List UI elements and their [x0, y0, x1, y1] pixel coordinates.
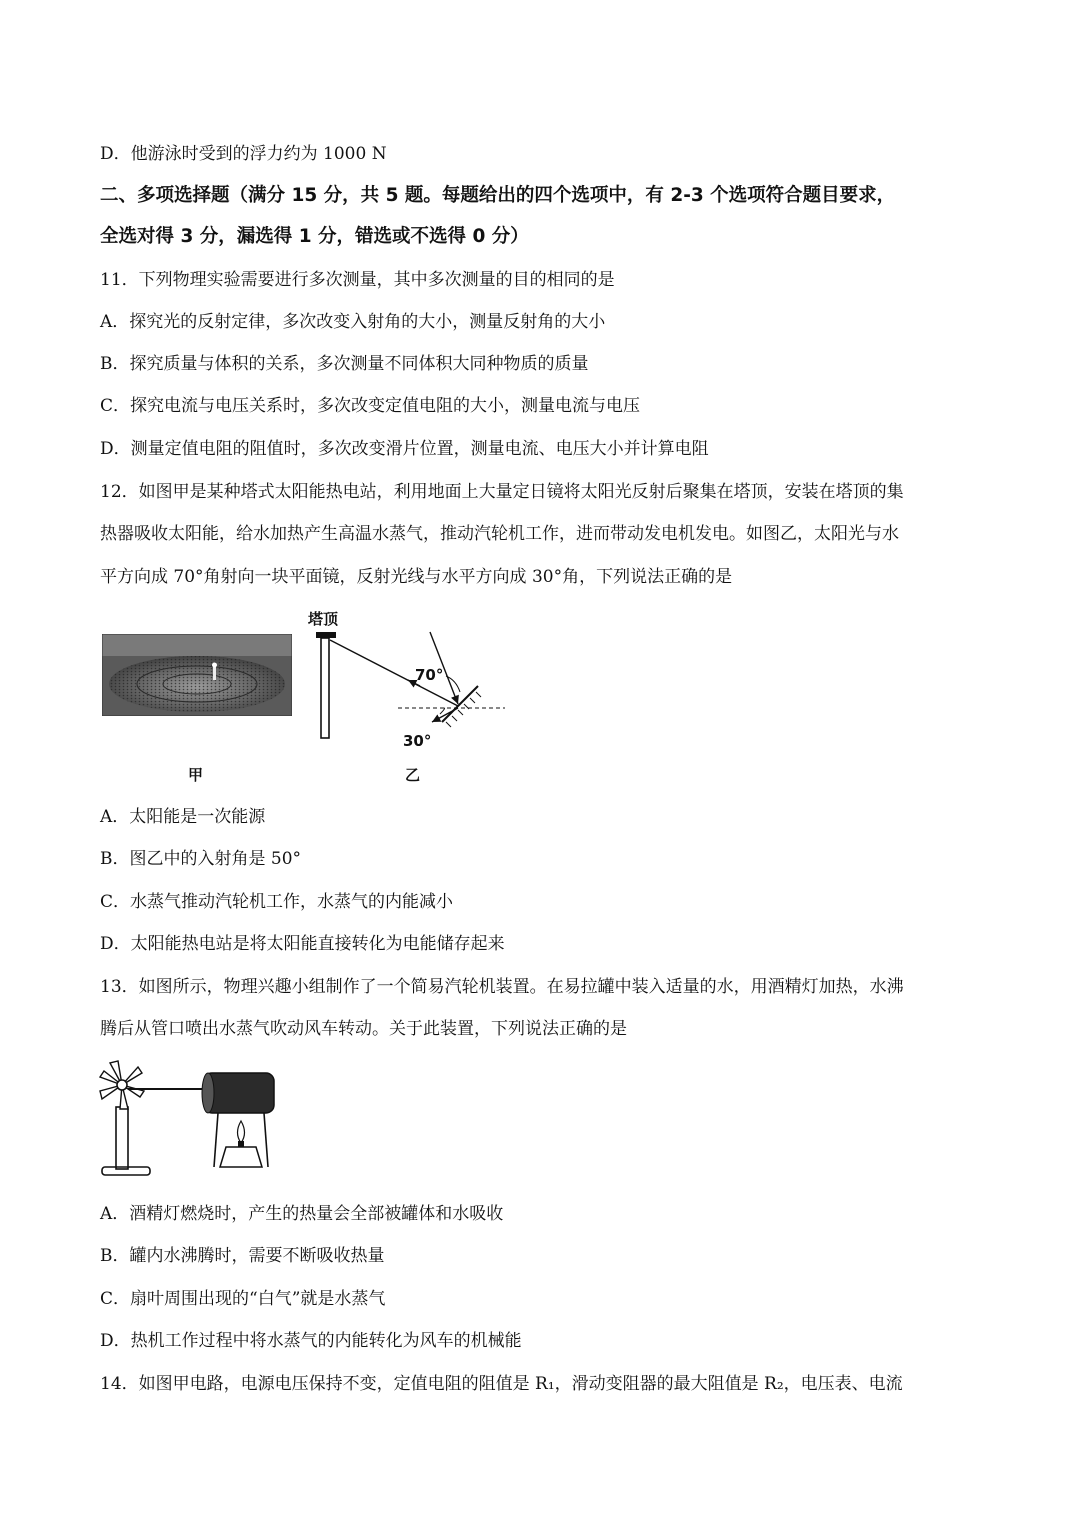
q11-option-a: A．探究光的反射定律，多次改变入射角的大小，测量反射角的大小 — [100, 312, 606, 332]
q12-stem-line2: 热器吸收太阳能，给水加热产生高温水蒸气，推动汽轮机工作，进而带动发电机发电。如图乙，太阳光与水 — [100, 524, 899, 544]
q12-option-b: B．图乙中的入射角是 50° — [100, 849, 302, 869]
q14-stem-line1: 14．如图甲电路，电源电压保持不变，定值电阻的阻值是 R₁，滑动变阻器的最大阻值是 R₂，电压表、电流 — [100, 1374, 903, 1394]
figure-label-jia: 甲 — [188, 766, 204, 784]
q11-option-d: D．测量定值电阻的阻值时，多次改变滑片位置，测量电流、电压大小并计算电阻 — [100, 439, 709, 459]
q12-stem-line3: 平方向成 70°角射向一块平面镜，反射光线与水平方向成 30°角，下列说法正确的是 — [100, 567, 733, 587]
figure-label-yi: 乙 — [405, 766, 421, 784]
q13-stem-line1: 13．如图所示，物理兴趣小组制作了一个简易汽轮机装置。在易拉罐中装入适量的水，用酒精灯加热，水沸 — [100, 977, 904, 997]
solar-field-photo — [102, 634, 292, 716]
q12-figure — [100, 608, 520, 788]
angle-70-label: 70° — [415, 666, 444, 684]
q13-option-c: C．扇叶周围出现的“白气”就是水蒸气 — [100, 1289, 386, 1309]
q13-stem-line2: 腾后从管口喷出水蒸气吹动风车转动。关于此装置，下列说法正确的是 — [100, 1019, 627, 1039]
q12-option-a: A．太阳能是一次能源 — [100, 807, 266, 827]
q12-option-d: D．太阳能热电站是将太阳能直接转化为电能储存起来 — [100, 934, 505, 954]
q11-option-b: B．探究质量与体积的关系，多次测量不同体积大同种物质的质量 — [100, 354, 589, 374]
section2-heading-line1: 二、多项选择题（满分 15 分，共 5 题。每题给出的四个选项中，有 2-3 个选项符合题目要求， — [100, 185, 896, 206]
angle-30-label: 30° — [403, 732, 432, 750]
q13-option-a: A．酒精灯燃烧时，产生的热量会全部被罐体和水吸收 — [100, 1204, 504, 1224]
q11-stem: 11．下列物理实验需要进行多次测量，其中多次测量的目的相同的是 — [100, 270, 615, 290]
q13-option-b: B．罐内水沸腾时，需要不断吸收热量 — [100, 1246, 385, 1266]
q13-option-d: D．热机工作过程中将水蒸气的内能转化为风车的机械能 — [100, 1331, 522, 1351]
steam-turbine-figure — [98, 1055, 288, 1185]
tower-top-label: 塔顶 — [308, 610, 339, 628]
q12-stem-line1: 12．如图甲是某种塔式太阳能热电站，利用地面上大量定日镜将太阳光反射后聚集在塔顶，安装在塔顶的集 — [100, 482, 904, 502]
q11-option-c: C．探究电流与电压关系时，多次改变定值电阻的大小，测量电流与电压 — [100, 396, 641, 416]
q12-option-c: C．水蒸气推动汽轮机工作，水蒸气的内能减小 — [100, 892, 454, 912]
q10-option-d: D．他游泳时受到的浮力约为 1000 N — [100, 144, 387, 164]
section2-heading-line2: 全选对得 3 分，漏选得 1 分，错选或不选得 0 分） — [100, 226, 529, 247]
